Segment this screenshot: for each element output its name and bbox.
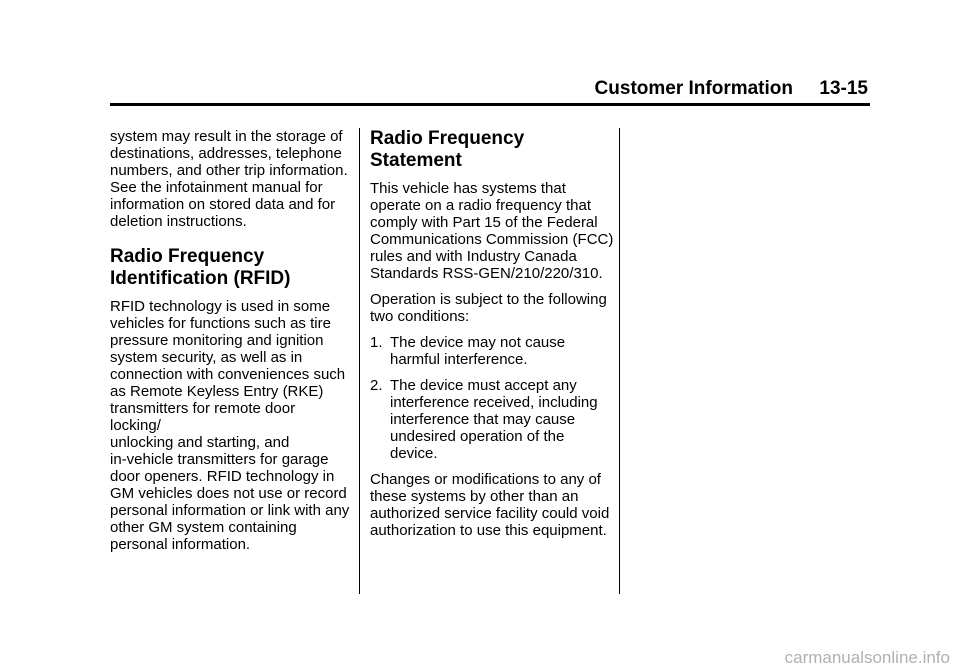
list-item-text: The device must accept any interference received, including interference that may cause undesired operation of the device. bbox=[390, 377, 598, 462]
list-item-number: 2. bbox=[370, 377, 383, 394]
list-item bbox=[370, 377, 615, 462]
rfid-heading: Radio Frequency Identification (RFID) bbox=[110, 246, 291, 289]
modifications-paragraph: Changes or modifications to any of these systems by other than an authorized service facility could void authorization to use this equipment. bbox=[370, 471, 610, 539]
watermark-text: carmanualsonline.info bbox=[784, 648, 950, 667]
intro-paragraph: system may result in the storage of destinations, addresses, telephone numbers, and other trip information. See the infotainment manual for information on stored data and for deletion instructions. bbox=[110, 128, 348, 230]
conditions-intro: Operation is subject to the following two conditions: bbox=[370, 291, 607, 325]
header-rule bbox=[110, 103, 870, 106]
column-left bbox=[110, 128, 350, 562]
radio-frequency-statement-heading: Radio Frequency Statement bbox=[370, 128, 525, 171]
rfid-paragraph: RFID technology is used in some vehicles for functions such as tire pressure monitoring and ignition system security, as well as in connection with conveniences such as Remote Keyless Entry (RKE) transmitters for remote door locking/ unlocking and starting, and in-vehicle transmitters for garage door openers. RFID technology in GM vehicles does not use or record personal information or link with any other GM system containing personal information. bbox=[110, 298, 350, 553]
column-middle bbox=[370, 128, 615, 548]
list-item bbox=[370, 334, 615, 368]
column-divider-1 bbox=[359, 128, 360, 594]
page-header-title: Customer Information 13-15 bbox=[594, 78, 868, 99]
fcc-paragraph: This vehicle has systems that operate on a radio frequency that comply with Part 15 of the Federal Communications Commission (FCC) rules and with Industry Canada Standards RSS-GEN/210/220/310. bbox=[370, 180, 614, 282]
list-item-text: The device may not cause harmful interference. bbox=[390, 334, 566, 368]
list-item-number: 1. bbox=[370, 334, 383, 351]
column-divider-2 bbox=[619, 128, 620, 594]
